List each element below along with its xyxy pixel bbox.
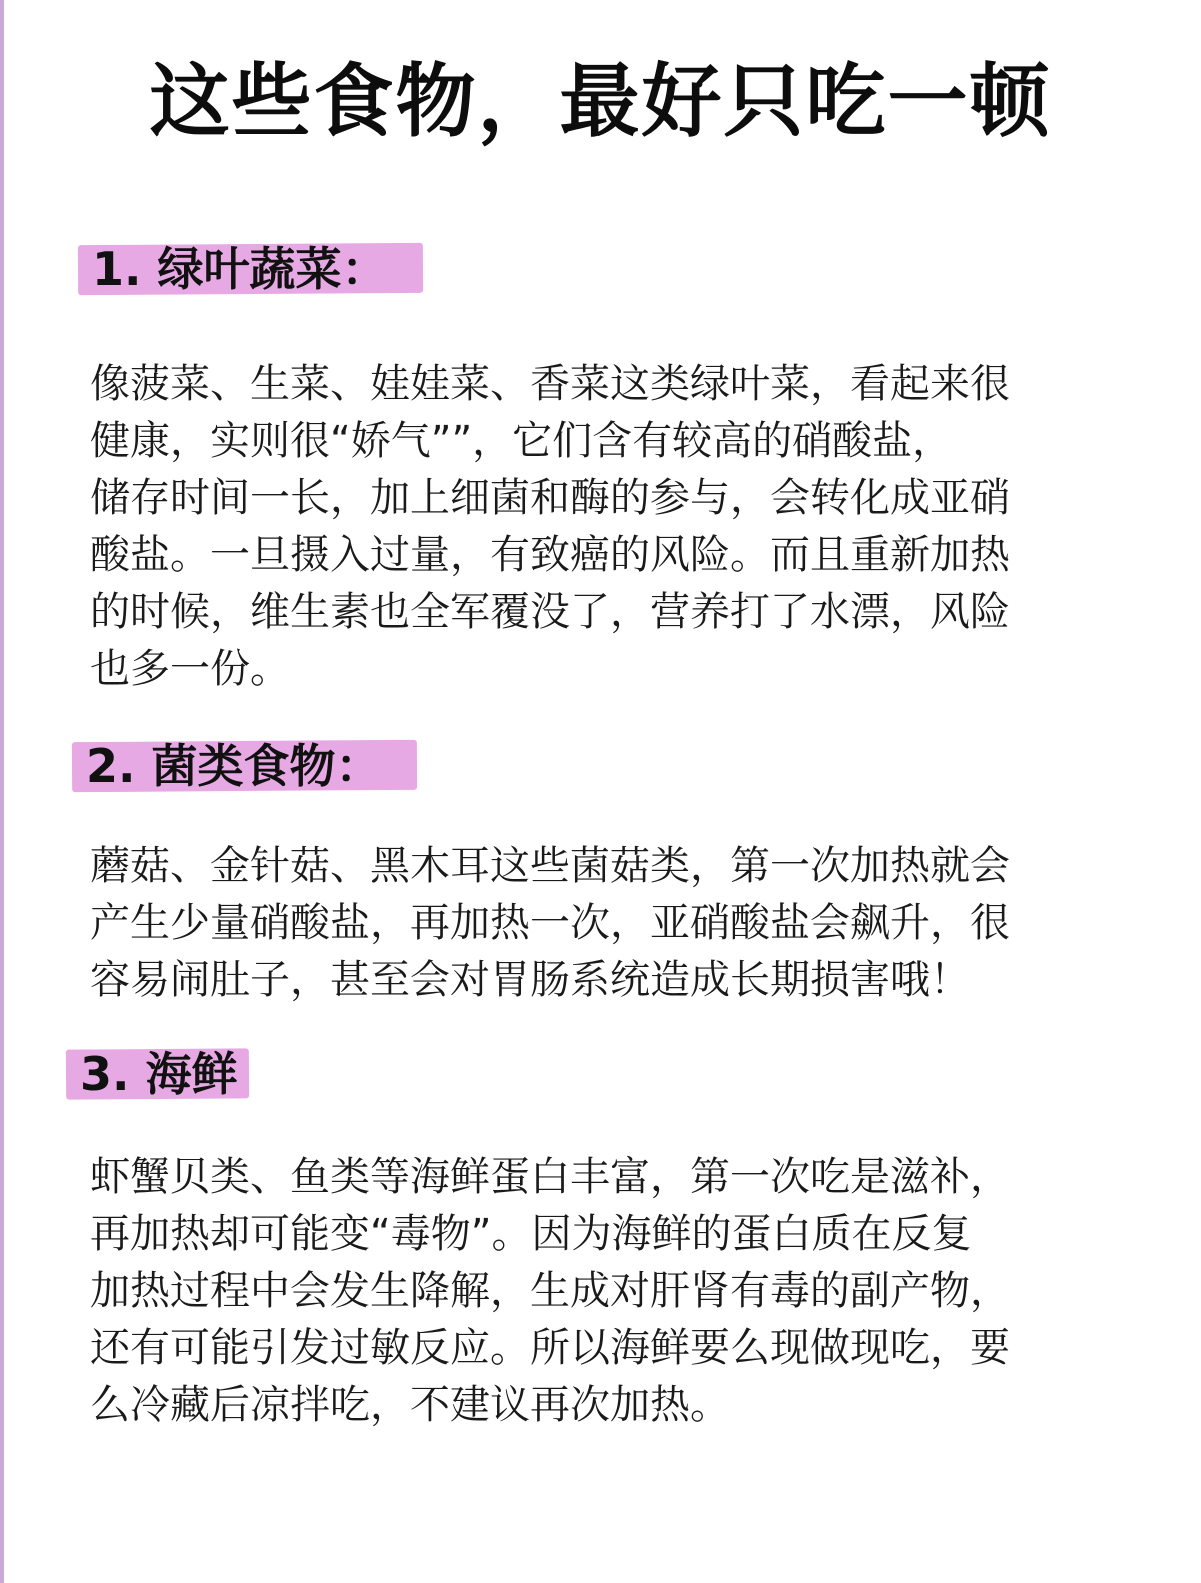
paragraph-line: 还有可能引发过敏反应。所以海鲜要么现做现吃，要 — [90, 1325, 1010, 1371]
paragraph-line: 产生少量硝酸盐，再加热一次，亚硝酸盐会飙升，很 — [90, 900, 1010, 946]
paragraph-line: 的时候，维生素也全军覆没了，营养打了水漂，风险 — [90, 589, 1010, 635]
page-title: 这些食物，最好只吃一顿 — [149, 55, 1052, 148]
section-body-1 — [90, 356, 1110, 698]
section-body-3 — [90, 1149, 1110, 1434]
section-heading-1 — [78, 238, 388, 300]
paragraph-line: 虾蟹贝类、鱼类等海鲜蛋白丰富，第一次吃是滋补， — [90, 1154, 1010, 1200]
paragraph-line: 储存时间一长，加上细菌和酶的参与，会转化成亚硝 — [90, 475, 1010, 521]
paragraph-line: 加热过程中会发生降解，生成对肝肾有毒的副产物， — [90, 1268, 1010, 1314]
paragraph-line: 酸盐。一旦摄入过量，有致癌的风险。而且重新加热 — [90, 532, 1010, 578]
left-accent-border — [0, 0, 4, 1583]
section-heading-text: 1. 绿叶蔬菜： — [92, 242, 388, 296]
section-heading-2 — [72, 735, 382, 797]
section-heading-text: 2. 菌类食物： — [86, 739, 382, 793]
paragraph-line: 健康，实则很“娇气””，它们含有较高的硝酸盐， — [90, 418, 953, 464]
section-heading-3 — [66, 1043, 238, 1105]
paragraph-line: 容易闹肚子，甚至会对胃肠系统造成长期损害哦！ — [90, 957, 970, 1003]
section-heading-text: 3. 海鲜 — [80, 1047, 238, 1101]
paragraph-line: 也多一份。 — [90, 646, 290, 692]
paragraph-line: 再加热却可能变“毒物”。因为海鲜的蛋白质在反复 — [90, 1211, 972, 1257]
paragraph-line: 像菠菜、生菜、娃娃菜、香菜这类绿叶菜，看起来很 — [90, 361, 1010, 407]
section-body-2 — [90, 838, 1110, 1009]
paragraph-line: 蘑菇、金针菇、黑木耳这些菌菇类，第一次加热就会 — [90, 843, 1010, 889]
paragraph-line: 么冷藏后凉拌吃，不建议再次加热。 — [90, 1382, 730, 1428]
